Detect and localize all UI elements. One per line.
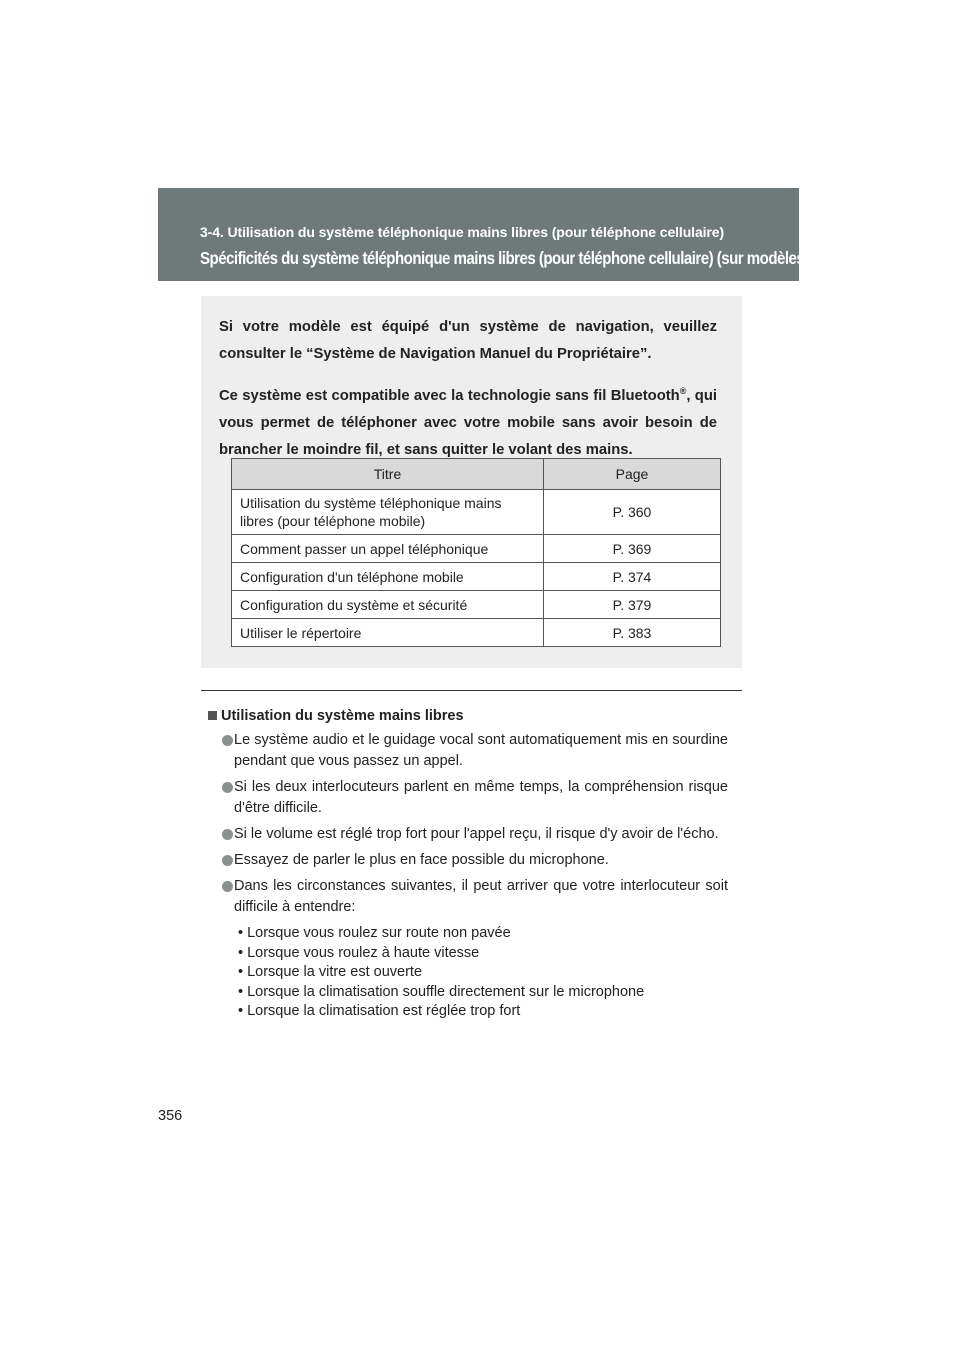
notes-section bbox=[208, 708, 728, 1022]
notes-heading bbox=[208, 708, 728, 724]
page-title: Spécificités du système téléphonique mains libres (pour téléphone cellulaire) (sur modèles équipés) bbox=[200, 248, 866, 268]
page-number: 356 bbox=[158, 1108, 183, 1124]
circle-bullet-icon bbox=[222, 881, 233, 892]
list-item-text: Si le volume est réglé trop fort pour l'appel reçu, il risque d'y avoir de l'écho. bbox=[234, 826, 719, 842]
sub-list-item: • Lorsque vous roulez sur route non pavée bbox=[238, 925, 511, 941]
row-title: Configuration du système et sécurité bbox=[232, 591, 544, 619]
row-title: Comment passer un appel téléphonique bbox=[232, 535, 544, 563]
sub-list bbox=[208, 924, 728, 1022]
row-page: P. 360 bbox=[544, 490, 721, 535]
table-header-row bbox=[232, 459, 721, 490]
list-item bbox=[208, 777, 728, 819]
table-row bbox=[232, 490, 721, 535]
list-item-text: Si les deux interlocuteurs parlent en même temps, la compréhension risque d'être difficile. bbox=[234, 779, 728, 816]
circle-bullet-icon bbox=[222, 782, 233, 793]
row-page: P. 379 bbox=[544, 591, 721, 619]
circle-bullet-icon bbox=[222, 829, 233, 840]
intro-p2-after: , qui vous permet de téléphoner avec votre mobile sans avoir besoin de brancher le moindre fil, et sans quitter le volant des mains. bbox=[219, 387, 717, 458]
list-item-text: Le système audio et le guidage vocal sont automatiquement mis en sourdine pendant que vous passez un appel. bbox=[234, 732, 728, 769]
section-label: 3-4. Utilisation du système téléphonique mains libres (pour téléphone cellulaire) bbox=[200, 224, 725, 240]
intro-p2-before: Ce système est compatible avec la technologie sans fil Bluetooth bbox=[219, 387, 680, 404]
divider bbox=[201, 690, 742, 691]
table-row bbox=[232, 619, 721, 647]
intro-box bbox=[201, 296, 742, 668]
table-row bbox=[232, 591, 721, 619]
section-header bbox=[158, 188, 866, 281]
col-header-page: Page bbox=[544, 459, 721, 490]
table-row bbox=[232, 535, 721, 563]
intro-text bbox=[219, 314, 717, 474]
sub-list-item: • Lorsque la vitre est ouverte bbox=[238, 964, 423, 980]
square-bullet-icon bbox=[208, 711, 217, 720]
intro-paragraph-2 bbox=[219, 378, 717, 464]
row-title: Configuration d'un téléphone mobile bbox=[232, 563, 544, 591]
list-item bbox=[208, 850, 728, 871]
intro-paragraph-1: Si votre modèle est équipé d'un système de navigation, veuillez consulter le “Système de Navigation Manuel du Propriétaire”. bbox=[219, 319, 717, 362]
sub-list-item: • Lorsque la climatisation souffle directement sur le microphone bbox=[238, 983, 645, 1000]
col-header-title: Titre bbox=[232, 459, 544, 490]
row-title: Utilisation du système téléphonique mains libres (pour téléphone mobile) bbox=[232, 490, 544, 535]
sub-list-item: • Lorsque vous roulez à haute vitesse bbox=[238, 944, 480, 961]
contents-table bbox=[231, 458, 721, 647]
row-title: Utiliser le répertoire bbox=[232, 619, 544, 647]
row-page: P. 374 bbox=[544, 563, 721, 591]
list-item-text: Dans les circonstances suivantes, il peut arriver que votre interlocuteur soit difficile à entendre: bbox=[234, 878, 728, 915]
circle-bullet-icon bbox=[222, 735, 233, 746]
table-row bbox=[232, 563, 721, 591]
registered-mark: ® bbox=[679, 386, 687, 396]
row-page: P. 369 bbox=[544, 535, 721, 563]
list-item bbox=[208, 730, 728, 772]
notes-heading-text: Utilisation du système mains libres bbox=[221, 708, 464, 724]
circle-bullet-icon bbox=[222, 855, 233, 866]
list-item-text: Essayez de parler le plus en face possible du microphone. bbox=[234, 852, 609, 868]
row-page: P. 383 bbox=[544, 619, 721, 647]
sub-list-item: • Lorsque la climatisation est réglée trop fort bbox=[238, 1003, 521, 1019]
list-item bbox=[208, 876, 728, 918]
list-item bbox=[208, 824, 728, 845]
